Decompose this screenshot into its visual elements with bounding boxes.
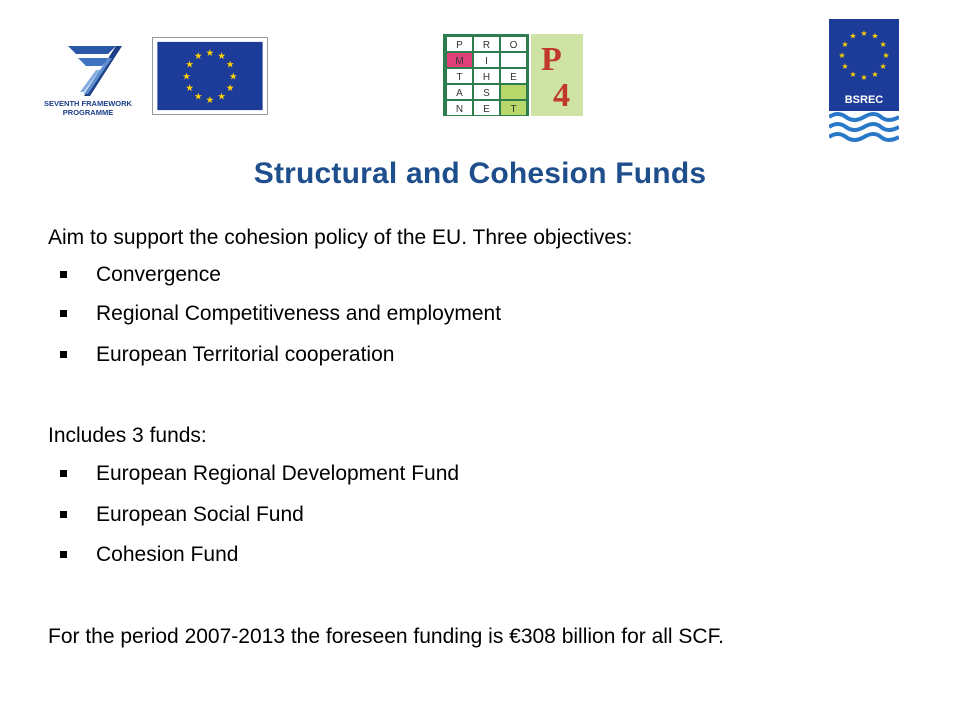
star-icon: ★ xyxy=(205,48,215,60)
grid-letter: I xyxy=(485,56,488,67)
star-icon: ★ xyxy=(185,83,195,95)
star-icon: ★ xyxy=(849,69,857,79)
fp7-seven-mark-icon xyxy=(68,46,122,96)
star-icon: ★ xyxy=(205,94,215,106)
bullet-square-icon xyxy=(60,310,67,317)
promethee-letter-grid xyxy=(447,37,526,115)
star-icon: ★ xyxy=(879,61,887,71)
grid-letter: E xyxy=(510,72,517,83)
bsrec-logo xyxy=(829,19,899,147)
bullet-square-icon xyxy=(60,470,67,477)
star-icon: ★ xyxy=(871,31,879,41)
bullet-square-icon xyxy=(60,551,67,558)
bsrec-text: BSREC xyxy=(844,94,884,106)
fund-label: European Social Fund xyxy=(96,503,304,526)
star-icon: ★ xyxy=(229,71,238,83)
bullet-square-icon xyxy=(60,511,67,518)
p4-digit: 4 xyxy=(553,77,570,114)
star-icon: ★ xyxy=(182,71,191,83)
fund-label: Cohesion Fund xyxy=(96,543,239,566)
grid-letter: P xyxy=(456,40,463,51)
objective-label: European Territorial cooperation xyxy=(96,343,395,366)
star-icon: ★ xyxy=(193,91,203,103)
star-icon: ★ xyxy=(849,31,857,41)
star-icon: ★ xyxy=(860,72,868,82)
bullet-square-icon xyxy=(60,351,67,358)
grid-letter: O xyxy=(509,40,518,51)
star-icon: ★ xyxy=(193,51,203,63)
grid-letter: R xyxy=(482,40,491,51)
star-icon: ★ xyxy=(860,28,868,38)
fp7-line2: PROGRAMME xyxy=(62,108,114,117)
fund-label: European Regional Development Fund xyxy=(96,462,460,485)
star-icon: ★ xyxy=(185,59,195,71)
bsrec-waves-icon xyxy=(829,111,899,147)
objective-label: Regional Competitiveness and employment xyxy=(96,302,502,325)
grid-letter: E xyxy=(483,104,490,115)
funds-intro-text: Includes 3 funds: xyxy=(48,424,207,447)
star-icon: ★ xyxy=(838,50,846,60)
star-icon: ★ xyxy=(217,91,227,103)
slide-title: Structural and Cohesion Funds xyxy=(253,157,707,190)
star-icon: ★ xyxy=(841,61,849,71)
p4-letter: P xyxy=(541,41,562,78)
promethee-p4-logo xyxy=(443,34,583,116)
star-icon: ★ xyxy=(841,39,849,49)
bullet-square-icon xyxy=(60,271,67,278)
grid-letter: A xyxy=(456,88,463,99)
intro-text: Aim to support the cohesion policy of the EU. Three objectives: xyxy=(48,226,633,249)
grid-cell xyxy=(501,85,526,99)
star-icon: ★ xyxy=(879,39,887,49)
grid-letter: H xyxy=(482,72,491,83)
grid-letter: T xyxy=(456,72,463,83)
grid-letter: S xyxy=(483,88,490,99)
objective-label: Convergence xyxy=(96,263,221,286)
star-icon: ★ xyxy=(882,50,890,60)
fp7-logo xyxy=(38,40,138,120)
star-icon: ★ xyxy=(225,83,235,95)
grid-letter: M xyxy=(455,56,464,67)
eu-flag-logo xyxy=(152,37,268,115)
star-icon: ★ xyxy=(871,69,879,79)
star-icon: ★ xyxy=(225,59,235,71)
grid-cell xyxy=(501,53,526,67)
funding-footer-text: For the period 2007-2013 the foreseen funding is €308 billion for all SCF. xyxy=(48,625,724,648)
fp7-line1: SEVENTH FRAMEWORK xyxy=(44,99,132,108)
grid-letter: T xyxy=(510,104,517,115)
grid-letter: N xyxy=(455,104,464,115)
star-icon: ★ xyxy=(217,51,227,63)
